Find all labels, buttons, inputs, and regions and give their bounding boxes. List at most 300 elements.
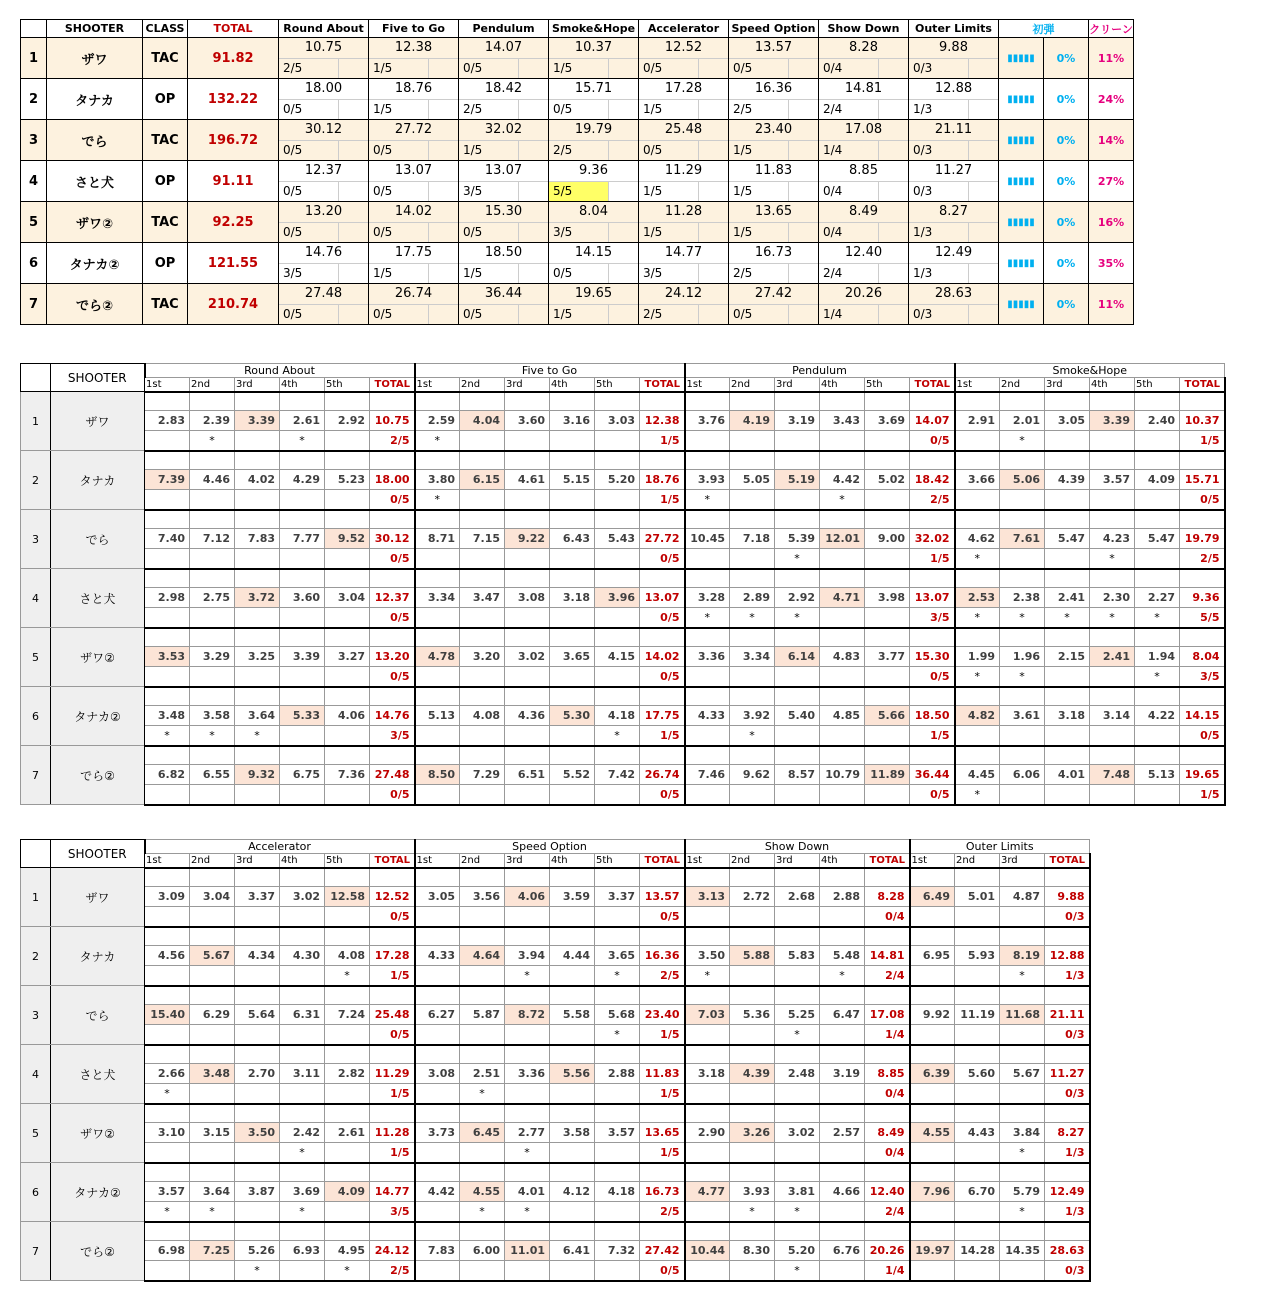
stage-clean-count: 1/4: [865, 1025, 910, 1045]
stage-total: 12.38: [640, 411, 685, 431]
shot-time: 7.29: [460, 765, 505, 785]
clean-percent: 24%: [1089, 79, 1134, 120]
stage-name: Outer Limits: [910, 840, 1090, 854]
spacer-cell: [820, 687, 865, 706]
spacer-cell: [145, 1045, 190, 1064]
spacer-cell: [910, 392, 955, 411]
hit-mark: *: [190, 726, 235, 746]
stage-time: 32.02: [484, 122, 523, 137]
hit-mark: [280, 966, 325, 986]
hit-mark: *: [505, 1143, 550, 1163]
stage-time: 9.88: [939, 40, 968, 55]
spacer-cell: [640, 1104, 685, 1123]
clean-percent: 35%: [1089, 243, 1134, 284]
stage-clean-count: 2/5: [910, 490, 955, 510]
detail-time-row: [21, 706, 1225, 726]
stage-clean: 0/5: [369, 304, 429, 324]
spacer-cell: [1135, 392, 1180, 411]
hit-mark: [910, 1202, 955, 1222]
spacer-cell: [280, 1222, 325, 1241]
shooter-class: OP: [143, 79, 188, 120]
shot-time: 5.05: [730, 470, 775, 490]
shot-time: 5.25: [775, 1005, 820, 1025]
stage-cell: [279, 243, 369, 284]
header-first-shot: 初弾: [999, 20, 1089, 38]
stage-clean-spacer: [609, 222, 638, 242]
stage-clean: 1/4: [819, 304, 879, 324]
row-number: 3: [21, 120, 47, 161]
detail-time-row: [21, 529, 1225, 549]
spacer-cell: [730, 986, 775, 1005]
spacer-cell: [280, 1104, 325, 1123]
stage-clean: 1/3: [909, 99, 969, 119]
shot-time: 4.95: [325, 1241, 370, 1261]
spacer-cell: [955, 1045, 1000, 1064]
spacer-cell: [640, 986, 685, 1005]
shot-time: 6.39: [910, 1064, 955, 1084]
hit-mark: [775, 1084, 820, 1104]
shot-time: 6.51: [505, 765, 550, 785]
spacer-cell: [550, 1104, 595, 1123]
hit-mark: [190, 1025, 235, 1045]
hit-mark: [235, 1025, 280, 1045]
hit-mark: [460, 1025, 505, 1045]
shot-time: 5.52: [550, 765, 595, 785]
stage-clean-row: [369, 181, 458, 201]
hit-mark: [910, 907, 955, 927]
hit-mark: [1045, 667, 1090, 687]
shot-time: 4.43: [955, 1123, 1000, 1143]
spacer-cell: [550, 927, 595, 946]
spacer-cell: [550, 628, 595, 647]
hit-mark: [550, 667, 595, 687]
stage-cell: [729, 120, 819, 161]
spacer-cell: [910, 868, 955, 887]
stage-total: 17.28: [370, 946, 415, 966]
stage-clean-spacer: [789, 140, 818, 160]
shot-time: 7.25: [190, 1241, 235, 1261]
shot-time: 3.18: [1045, 706, 1090, 726]
spacer-cell: [730, 510, 775, 529]
header-no: [21, 20, 47, 38]
shot-time: 14.35: [1000, 1241, 1045, 1261]
hit-mark: [190, 1084, 235, 1104]
hit-mark: [595, 1261, 640, 1281]
hit-mark: *: [685, 608, 730, 628]
detail-spacer-row: [21, 927, 1090, 946]
spacer-cell: [820, 392, 865, 411]
hit-mark: [280, 785, 325, 805]
stage-time: 18.00: [304, 81, 343, 96]
detail-mark-row: [21, 1261, 1090, 1281]
shooter-name: でら②: [51, 1222, 145, 1281]
hit-mark: [550, 549, 595, 569]
stage-clean-row: [369, 263, 458, 283]
hit-mark: [730, 1261, 775, 1281]
hit-mark: [460, 667, 505, 687]
shot-time: 6.98: [145, 1241, 190, 1261]
spacer-cell: [685, 687, 730, 706]
spacer-cell: [865, 1163, 910, 1182]
shot-time: 3.19: [775, 411, 820, 431]
hit-mark: [820, 667, 865, 687]
stage-cell: [819, 202, 909, 243]
stage-cell: [459, 161, 549, 202]
spacer-cell: [775, 746, 820, 765]
stage-time: 12.37: [304, 163, 343, 178]
hit-mark: [595, 490, 640, 510]
stage-clean-count: 2/4: [865, 1202, 910, 1222]
sub-header: 5th: [325, 378, 370, 392]
stage-time: 8.27: [939, 204, 968, 219]
shot-time: 3.56: [460, 887, 505, 907]
hit-mark: [1045, 785, 1090, 805]
stage-clean-spacer: [879, 99, 908, 119]
total-time: 210.74: [188, 284, 279, 325]
header-stage: Pendulum: [459, 20, 549, 38]
shot-time: 5.68: [595, 1005, 640, 1025]
spacer-cell: [370, 868, 415, 887]
stage-clean-spacer: [519, 99, 548, 119]
shot-time: 2.61: [280, 411, 325, 431]
stage-time: 13.65: [754, 204, 793, 219]
spacer-cell: [865, 1222, 910, 1241]
shot-time: 5.58: [550, 1005, 595, 1025]
spacer-cell: [775, 628, 820, 647]
shot-time: 2.82: [325, 1064, 370, 1084]
shot-time: 3.04: [190, 887, 235, 907]
hit-mark: [955, 1202, 1000, 1222]
spacer-cell: [640, 569, 685, 588]
stage-cell: [279, 284, 369, 325]
stage-clean-spacer: [699, 222, 728, 242]
stage-clean-spacer: [789, 99, 818, 119]
shot-time: 5.06: [1000, 470, 1045, 490]
stage-time: 18.50: [484, 245, 523, 260]
spacer-cell: [370, 1104, 415, 1123]
hit-mark: [865, 431, 910, 451]
shot-time: 3.87: [235, 1182, 280, 1202]
shot-time: 5.02: [865, 470, 910, 490]
shot-time: 2.48: [775, 1064, 820, 1084]
stage-clean: 1/5: [729, 181, 789, 201]
shot-time: 3.93: [730, 1182, 775, 1202]
stage-clean: 3/5: [459, 181, 519, 201]
stage-clean-row: [369, 58, 458, 78]
sub-header: 1st: [955, 378, 1000, 392]
stage-clean-count: 2/5: [640, 966, 685, 986]
shot-time: 3.48: [145, 706, 190, 726]
total-time: 92.25: [188, 202, 279, 243]
detail-spacer-row: [21, 746, 1225, 765]
shot-time: 4.71: [820, 588, 865, 608]
row-number: 6: [21, 1163, 51, 1222]
stage-clean-row: [909, 304, 998, 324]
hit-mark: *: [460, 1202, 505, 1222]
stage-clean-count: 0/3: [1045, 1261, 1090, 1281]
spacer-cell: [865, 986, 910, 1005]
hit-mark: [280, 1261, 325, 1281]
stage-total: 16.73: [640, 1182, 685, 1202]
stage-clean-count: 0/5: [370, 490, 415, 510]
spacer-cell: [640, 392, 685, 411]
clean-percent: 14%: [1089, 120, 1134, 161]
sub-header: 1st: [415, 854, 460, 868]
hit-mark: [595, 1202, 640, 1222]
shot-time: 9.22: [505, 529, 550, 549]
hit-mark: [865, 608, 910, 628]
detail-time-row: [21, 1005, 1090, 1025]
stage-clean-count: 0/5: [1180, 490, 1225, 510]
stage-time: 14.77: [664, 245, 703, 260]
shot-time: 5.26: [235, 1241, 280, 1261]
stage-clean-spacer: [789, 263, 818, 283]
shot-time: 4.61: [505, 470, 550, 490]
hit-mark: [775, 1143, 820, 1163]
spacer-cell: [235, 986, 280, 1005]
shot-time: 7.83: [415, 1241, 460, 1261]
hit-mark: *: [1045, 608, 1090, 628]
spacer-cell: [505, 868, 550, 887]
spacer-cell: [145, 451, 190, 470]
spacer-cell: [955, 1222, 1000, 1241]
stage-clean-count: 1/4: [865, 1261, 910, 1281]
shot-time: 4.04: [460, 411, 505, 431]
stage-clean-spacer: [789, 304, 818, 324]
spacer-cell: [595, 687, 640, 706]
stage-clean-spacer: [699, 140, 728, 160]
shot-time: 3.43: [820, 411, 865, 431]
shot-time: 8.50: [415, 765, 460, 785]
shot-time: 3.18: [550, 588, 595, 608]
shot-time: 5.83: [775, 946, 820, 966]
hit-mark: [415, 1202, 460, 1222]
spacer-cell: [280, 1163, 325, 1182]
spacer-cell: [190, 510, 235, 529]
stage-clean-spacer: [339, 140, 368, 160]
shot-time: 3.36: [505, 1064, 550, 1084]
row-number: 2: [21, 79, 47, 120]
spacer-cell: [505, 687, 550, 706]
row-number: 5: [21, 202, 47, 243]
spacer-cell: [190, 746, 235, 765]
stage-clean-row: [819, 181, 908, 201]
spacer-cell: [145, 687, 190, 706]
hit-mark: *: [730, 726, 775, 746]
shot-time: 6.15: [460, 470, 505, 490]
stage-cell: [459, 120, 549, 161]
spacer-cell: [190, 1045, 235, 1064]
spacer-cell: [730, 569, 775, 588]
hit-mark: *: [145, 1084, 190, 1104]
shot-time: 7.77: [280, 529, 325, 549]
shot-time: 3.03: [595, 411, 640, 431]
sub-header: 2nd: [955, 854, 1000, 868]
shooter-name: ザワ②: [51, 1104, 145, 1163]
shot-time: 5.33: [280, 706, 325, 726]
stage-clean: 0/5: [729, 58, 789, 78]
shot-time: 4.23: [1090, 529, 1135, 549]
summary-row: [21, 202, 1134, 243]
hit-mark: [955, 431, 1000, 451]
sub-header: 4th: [820, 854, 865, 868]
spacer-cell: [640, 1163, 685, 1182]
stage-clean-spacer: [969, 58, 998, 78]
spacer-cell: [595, 1222, 640, 1241]
header-clean: クリーン: [1089, 20, 1134, 38]
shot-time: 6.27: [415, 1005, 460, 1025]
shot-time: 3.14: [1090, 706, 1135, 726]
stage-clean-row: [909, 58, 998, 78]
shot-time: 2.41: [1045, 588, 1090, 608]
spacer-cell: [1045, 746, 1090, 765]
stage-time: 16.73: [754, 245, 793, 260]
detail-mark-row: [21, 431, 1225, 451]
shot-time: 5.15: [550, 470, 595, 490]
shot-time: 3.69: [280, 1182, 325, 1202]
stage-cell: [639, 38, 729, 79]
spacer-cell: [460, 868, 505, 887]
stage-cell: [549, 79, 639, 120]
spacer-cell: [1045, 1104, 1090, 1123]
stage-clean-row: [639, 58, 728, 78]
shot-time: 12.01: [820, 529, 865, 549]
hit-mark: [460, 907, 505, 927]
spacer-cell: [1180, 451, 1225, 470]
stage-total: 17.75: [640, 706, 685, 726]
summary-row: [21, 38, 1134, 79]
shot-time: 5.23: [325, 470, 370, 490]
spacer-cell: [190, 687, 235, 706]
shot-time: 7.36: [325, 765, 370, 785]
row-number: 3: [21, 986, 51, 1045]
detail-time-row: [21, 647, 1225, 667]
spacer-cell: [1045, 392, 1090, 411]
detail-spacer-row: [21, 1104, 1090, 1123]
spacer-cell: [865, 510, 910, 529]
stage-clean-count: 1/5: [640, 1025, 685, 1045]
shot-time: 3.69: [865, 411, 910, 431]
shooter-name: ザワ: [51, 868, 145, 927]
stage-clean-row: [909, 140, 998, 160]
shot-time: 3.60: [505, 411, 550, 431]
stage-time: 13.20: [304, 204, 343, 219]
hit-mark: *: [325, 1261, 370, 1281]
stage-clean: 1/5: [729, 140, 789, 160]
hit-mark: [955, 907, 1000, 927]
stage-clean-count: 0/5: [370, 907, 415, 927]
hit-mark: [820, 1025, 865, 1045]
shot-time: 3.20: [460, 647, 505, 667]
shot-time: 6.45: [460, 1123, 505, 1143]
shot-time: 8.19: [1000, 946, 1045, 966]
stage-clean: 2/5: [549, 140, 609, 160]
shot-time: 3.13: [685, 887, 730, 907]
spacer-cell: [370, 451, 415, 470]
stage-clean: 0/5: [279, 99, 339, 119]
hit-mark: [685, 1143, 730, 1163]
hit-mark: *: [415, 490, 460, 510]
spacer-cell: [280, 392, 325, 411]
spacer-cell: [1135, 746, 1180, 765]
hit-mark: *: [235, 726, 280, 746]
shot-time: 4.82: [955, 706, 1000, 726]
stage-time: 10.75: [304, 40, 343, 55]
hit-mark: [505, 907, 550, 927]
hit-mark: [325, 667, 370, 687]
row-number: 5: [21, 628, 51, 687]
shot-time: 5.30: [550, 706, 595, 726]
hit-mark: [595, 907, 640, 927]
spacer-cell: [460, 451, 505, 470]
stage-clean-count: 1/5: [1180, 785, 1225, 805]
shot-time: 4.12: [550, 1182, 595, 1202]
shot-time: 2.92: [775, 588, 820, 608]
hit-mark: [775, 907, 820, 927]
sub-header: 1st: [685, 854, 730, 868]
spacer-cell: [1135, 510, 1180, 529]
shot-time: 8.72: [505, 1005, 550, 1025]
stage-clean-row: [729, 58, 818, 78]
hit-mark: [325, 1202, 370, 1222]
shot-time: 2.68: [775, 887, 820, 907]
spacer-cell: [325, 986, 370, 1005]
spacer-cell: [955, 687, 1000, 706]
shot-time: 3.28: [685, 588, 730, 608]
shot-time: 6.76: [820, 1241, 865, 1261]
spacer-cell: [595, 1163, 640, 1182]
hit-mark: [235, 667, 280, 687]
hit-mark: *: [955, 549, 1000, 569]
detail-spacer-row: [21, 1045, 1090, 1064]
hit-mark: *: [595, 966, 640, 986]
spacer-cell: [955, 1163, 1000, 1182]
shot-time: 3.08: [505, 588, 550, 608]
spacer-cell: [235, 569, 280, 588]
row-number: 4: [21, 1045, 51, 1104]
hit-mark: [235, 1202, 280, 1222]
shot-time: 3.34: [415, 588, 460, 608]
shot-time: 2.53: [955, 588, 1000, 608]
spacer-cell: [685, 451, 730, 470]
hit-mark: [595, 785, 640, 805]
shot-time: 5.56: [550, 1064, 595, 1084]
stage-clean-count: 2/5: [640, 1202, 685, 1222]
stage-clean-row: [909, 99, 998, 119]
spacer-cell: [1180, 628, 1225, 647]
shooter-name: さと犬: [47, 161, 143, 202]
shot-time: 2.90: [685, 1123, 730, 1143]
spacer-cell: [370, 392, 415, 411]
stage-clean: 0/5: [549, 99, 609, 119]
shot-time: 2.59: [415, 411, 460, 431]
shot-time: 3.66: [955, 470, 1000, 490]
stage-clean-row: [639, 181, 728, 201]
spacer-cell: [1090, 392, 1135, 411]
shot-time: 4.78: [415, 647, 460, 667]
stage-time: 27.48: [304, 286, 343, 301]
stage-clean-row: [279, 140, 368, 160]
shooter-name: ザワ: [51, 392, 145, 451]
hit-mark: [775, 726, 820, 746]
detail-header-stage-row: [21, 840, 1090, 854]
spacer-cell: [775, 986, 820, 1005]
stage-clean-spacer: [609, 263, 638, 283]
sub-header-total: TOTAL: [910, 378, 955, 392]
summary-table: [20, 19, 1134, 325]
hit-mark: [505, 549, 550, 569]
shot-time: 3.18: [685, 1064, 730, 1084]
